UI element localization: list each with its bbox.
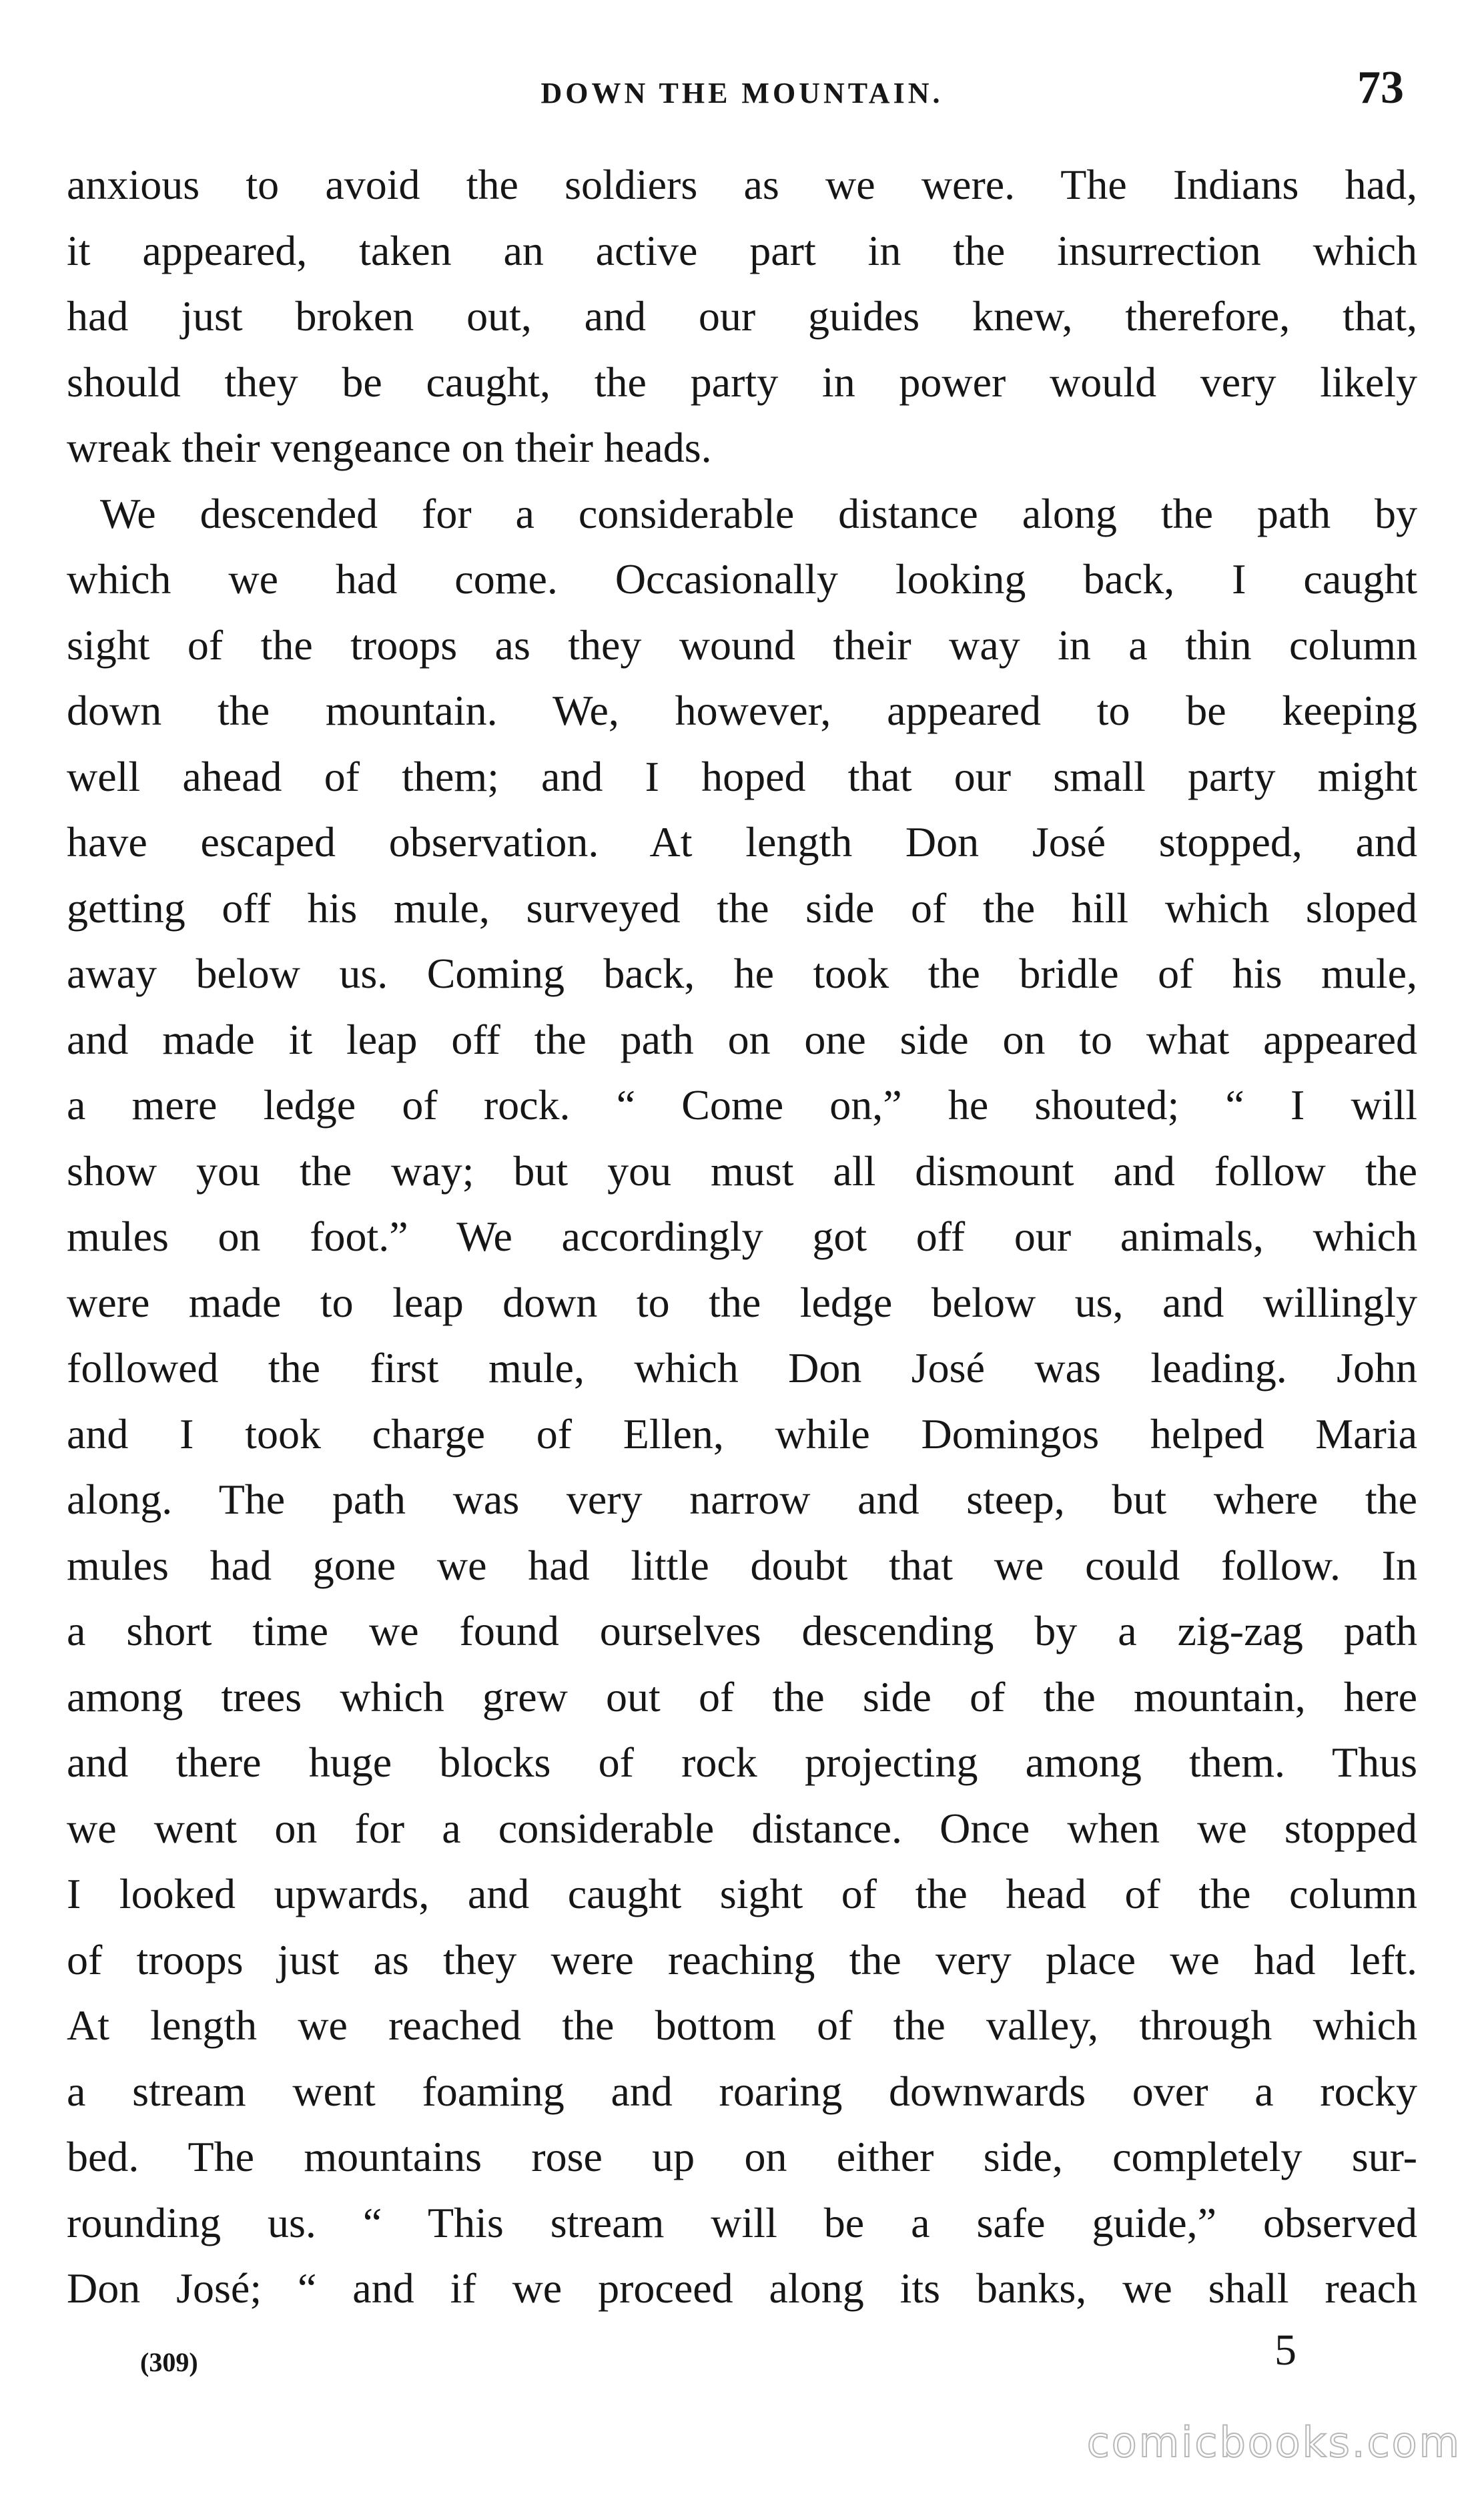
- text-line: wreak their vengeance on their heads.: [67, 424, 712, 471]
- text-line: getting off his mule, surveyed the side of the hill which sloped: [67, 884, 1417, 932]
- text-line: and there huge blocks of rock projecting among them. Thus: [67, 1739, 1417, 1786]
- text-line: down the mountain. We, however, appeared to be keeping: [67, 687, 1417, 734]
- text-line: and I took charge of Ellen, while Domingos helped Maria: [67, 1410, 1417, 1458]
- text-line: show you the way; but you must all dismount and follow the: [67, 1147, 1417, 1195]
- text-line: well ahead of them; and I hoped that our small party might: [67, 752, 1417, 800]
- text-line: it appeared, taken an active part in the insurrection which: [67, 226, 1417, 274]
- text-line: followed the first mule, which Don José was leading. John: [67, 1344, 1417, 1391]
- text-line: a mere ledge of rock. “ Come on,” he shouted; “ I will: [67, 1081, 1417, 1129]
- printer-mark: (309): [140, 2347, 198, 2377]
- text-line: had just broken out, and our guides knew, therefore, that,: [67, 292, 1417, 340]
- text-line: sight of the troops as they wound their way in a thin column: [67, 621, 1417, 669]
- text-line: mules on foot.” We accordingly got off our animals, which: [67, 1213, 1417, 1260]
- text-line: should they be caught, the party in power would very likely: [67, 358, 1417, 406]
- text-line: were made to leap down to the ledge below us, and willingly: [67, 1278, 1417, 1326]
- text-line: bed. The mountains rose up on either side, completely sur-: [67, 2133, 1417, 2180]
- text-line: a stream went foaming and roaring downwards over a rocky: [67, 2067, 1417, 2115]
- text-line: along. The path was very narrow and steep, but where the: [67, 1476, 1417, 1523]
- text-line: We descended for a considerable distance along the path by: [100, 489, 1417, 537]
- signature-number: 5: [1274, 2326, 1296, 2375]
- text-line: of troops just as they were reaching the very place we had left.: [67, 1935, 1417, 1983]
- page-number: 73: [1357, 62, 1404, 113]
- text-line: I looked upwards, and caught sight of the head of the column: [67, 1870, 1417, 1917]
- text-line: mules had gone we had little doubt that we could follow. In: [67, 1541, 1417, 1589]
- body-text: [67, 152, 1417, 2322]
- text-line: among trees which grew out of the side of the mountain, here: [67, 1672, 1417, 1721]
- site-watermark: comicbooks.com: [1086, 2418, 1461, 2467]
- text-line: At length we reached the bottom of the valley, through which: [67, 2001, 1417, 2049]
- text-line: and made it leap off the path on one side on to what appeared: [67, 1015, 1417, 1063]
- text-line: rounding us. “ This stream will be a safe guide,” observed: [67, 2198, 1417, 2246]
- text-line: have escaped observation. At length Don José stopped, and: [67, 818, 1417, 866]
- text-line: a short time we found ourselves descending by a zig-zag path: [67, 1607, 1417, 1654]
- running-title: DOWN THE MOUNTAIN.: [540, 77, 944, 109]
- text-line: away below us. Coming back, he took the bridle of his mule,: [67, 950, 1417, 997]
- text-line: we went on for a considerable distance. Once when we stopped: [67, 1804, 1417, 1852]
- text-line: which we had come. Occasionally looking back, I caught: [67, 555, 1417, 603]
- text-line: Don José; “ and if we proceed along its banks, we shall reach: [67, 2264, 1417, 2312]
- text-line: anxious to avoid the soldiers as we were. The Indians had,: [67, 161, 1417, 208]
